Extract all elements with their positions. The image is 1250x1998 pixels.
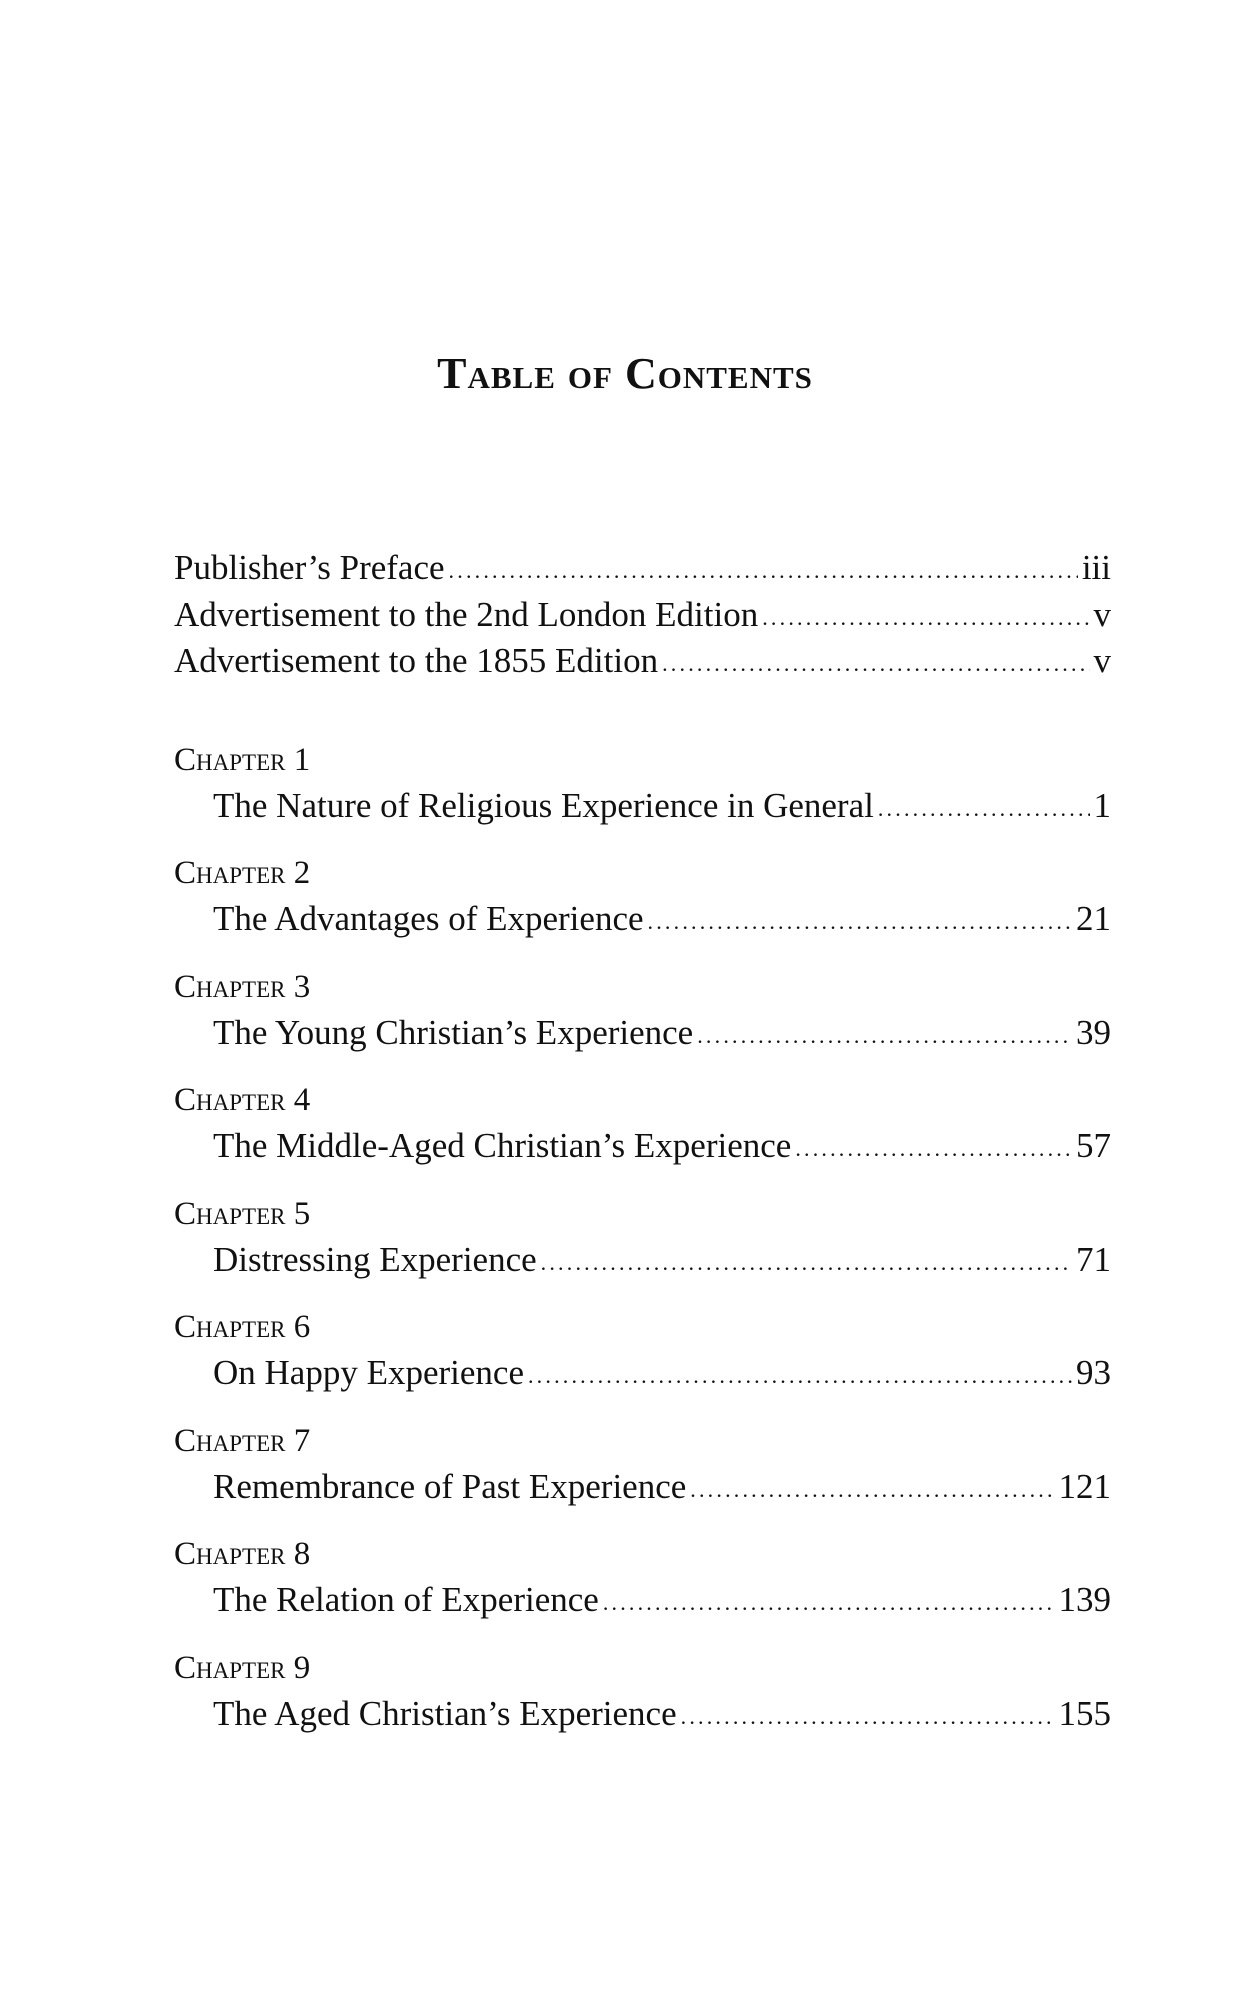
- dot-leader: [662, 653, 1089, 675]
- chapter-entry-9: [174, 1645, 1111, 1738]
- chapter-label: Chapter 4: [174, 1082, 311, 1118]
- toc-entry-title: Remembrance of Past Experience: [213, 1466, 687, 1506]
- dot-leader: [541, 1252, 1072, 1274]
- chapter-entry-5: [174, 1191, 1111, 1284]
- toc-entry-page: 155: [1058, 1693, 1111, 1733]
- toc-entry-title: The Middle-Aged Christian’s Experience: [213, 1126, 792, 1165]
- chapter-label: Chapter 3: [174, 968, 311, 1005]
- toc-entry-advertisement-2nd-london[interactable]: [174, 592, 1111, 639]
- toc-entry-page: 57: [1076, 1126, 1111, 1165]
- dot-leader: [681, 1706, 1055, 1728]
- chapter-label: Chapter 6: [174, 1309, 311, 1345]
- chapter-label: Chapter 8: [174, 1536, 311, 1572]
- toc-entry-chapter-2[interactable]: [174, 896, 1111, 943]
- toc-entry-chapter-4[interactable]: [174, 1123, 1111, 1170]
- chapter-entry-2: [174, 850, 1111, 943]
- chapter-entry-8: [174, 1531, 1111, 1624]
- chapter-entry-6: [174, 1304, 1111, 1397]
- toc-entry-page: v: [1093, 594, 1111, 634]
- dot-leader: [648, 911, 1072, 933]
- dot-leader: [697, 1025, 1072, 1047]
- toc-entry-title: The Advantages of Experience: [213, 899, 644, 938]
- toc-entry-chapter-7[interactable]: [174, 1464, 1111, 1511]
- chapter-entry-7: [174, 1418, 1111, 1511]
- toc-entry-page: 1: [1093, 785, 1111, 825]
- toc-entry-page: iii: [1081, 548, 1111, 587]
- toc-entry-advertisement-1855[interactable]: [174, 638, 1111, 685]
- page-title: Table of Contents: [437, 349, 813, 398]
- toc-entry-title: Advertisement to the 1855 Edition: [174, 641, 659, 680]
- toc-entry-page: 39: [1076, 1012, 1111, 1052]
- toc-entry-chapter-6[interactable]: [174, 1350, 1111, 1397]
- toc-entry-page: 121: [1058, 1466, 1111, 1506]
- table-of-contents: [174, 545, 1111, 1758]
- toc-entry-title: The Young Christian’s Experience: [213, 1012, 694, 1052]
- toc-entry-page: 21: [1076, 899, 1111, 938]
- dot-leader: [690, 1479, 1054, 1501]
- dot-leader: [762, 607, 1089, 629]
- chapter-label: Chapter 2: [174, 855, 311, 891]
- dot-leader: [449, 560, 1078, 582]
- toc-entry-page: 93: [1076, 1353, 1111, 1392]
- toc-entry-chapter-3[interactable]: [174, 1010, 1111, 1057]
- toc-entry-title: Publisher’s Preface: [174, 548, 445, 587]
- chapter-label: Chapter 7: [174, 1422, 311, 1459]
- toc-entry-page: v: [1093, 641, 1111, 680]
- chapter-entry-1: [174, 737, 1111, 830]
- toc-entry-title: The Nature of Religious Experience in General: [213, 785, 874, 825]
- dot-leader: [795, 1138, 1072, 1160]
- toc-entry-chapter-5[interactable]: [174, 1237, 1111, 1284]
- toc-entry-publishers-preface[interactable]: [174, 545, 1111, 592]
- toc-entry-title: Distressing Experience: [213, 1239, 537, 1279]
- toc-entry-page: 139: [1058, 1580, 1111, 1619]
- chapter-label: Chapter 9: [174, 1649, 311, 1686]
- toc-entry-title: On Happy Experience: [213, 1353, 524, 1392]
- dot-leader: [528, 1365, 1072, 1387]
- toc-entry-title: The Aged Christian’s Experience: [213, 1693, 677, 1733]
- chapter-label: Chapter 1: [174, 741, 311, 778]
- chapter-entry-4: [174, 1077, 1111, 1170]
- toc-entry-chapter-1[interactable]: [174, 783, 1111, 830]
- chapter-label: Chapter 5: [174, 1195, 311, 1232]
- front-matter-list: [174, 545, 1111, 685]
- toc-entry-chapter-8[interactable]: [174, 1577, 1111, 1624]
- toc-entry-title: The Relation of Experience: [213, 1580, 599, 1619]
- toc-entry-page: 71: [1076, 1239, 1111, 1279]
- dot-leader: [878, 798, 1090, 820]
- toc-entry-title: Advertisement to the 2nd London Edition: [174, 594, 759, 634]
- chapter-entry-3: [174, 964, 1111, 1057]
- toc-entry-chapter-9[interactable]: [174, 1691, 1111, 1738]
- dot-leader: [603, 1592, 1055, 1614]
